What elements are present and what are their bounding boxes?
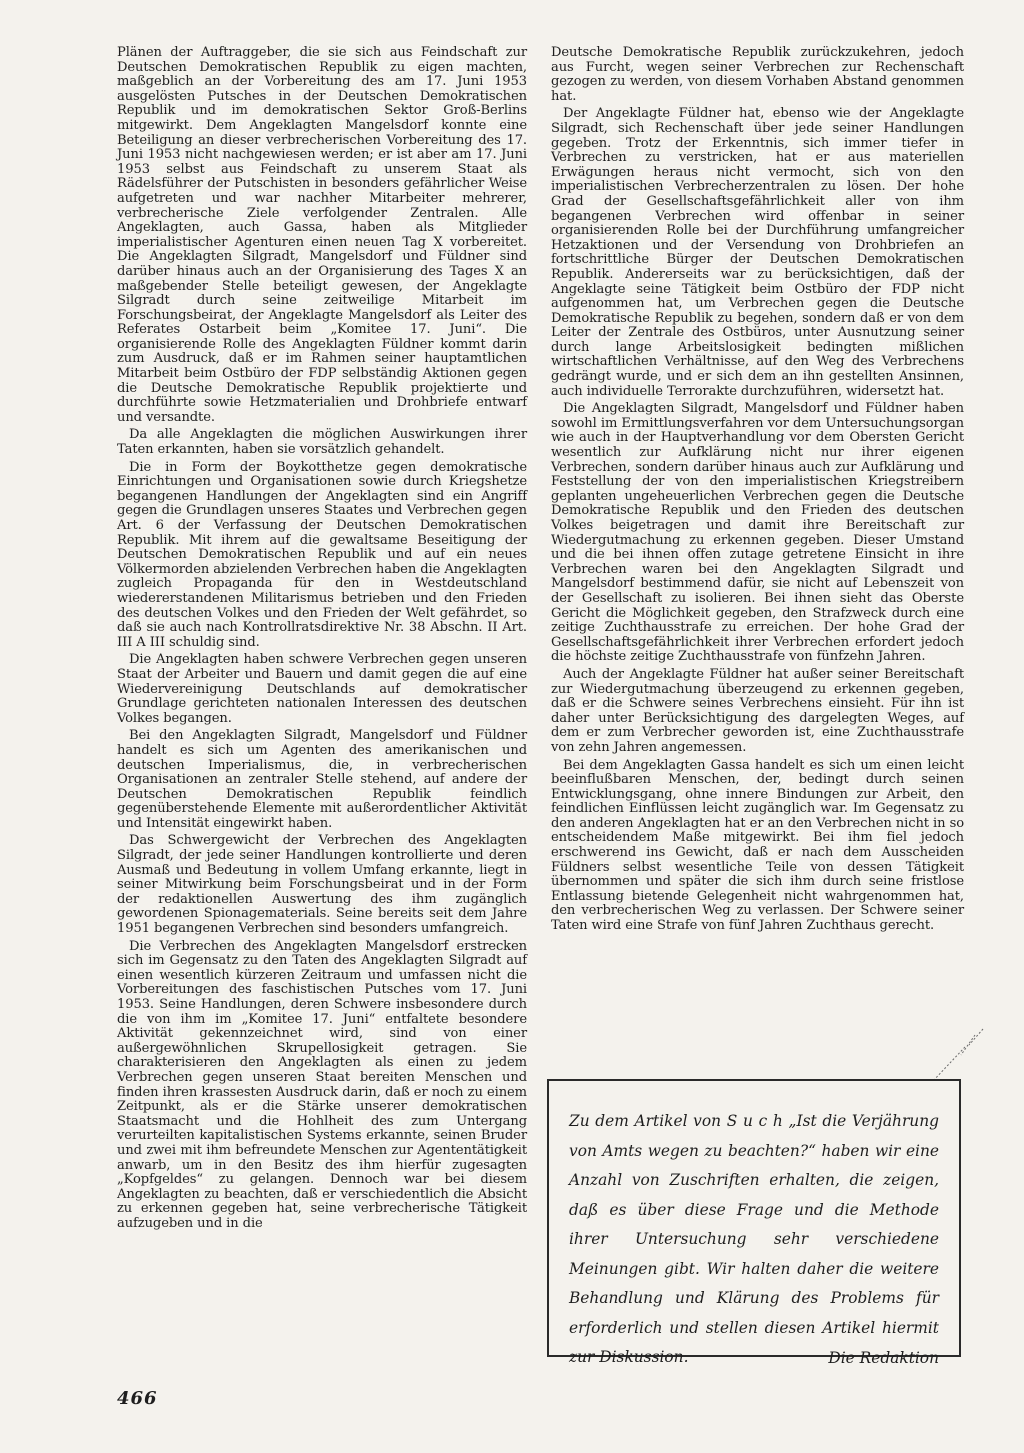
- paragraph: Die Verbrechen des Angeklagten Mangelsdorf erstrecken sich im Gegensatz zu den Taten des Angeklagten Silgradt auf einen wesentlich kürzeren Zeitraum und umfassen nicht die Vorbereitungen des faschistischen Putsches vom 17. Juni 1953. Seine Handlungen, deren Schwere insbesondere durch die von ihm im „Komitee 17. Juni“ entfaltete besondere Aktivität gekennzeichnet wird, sind von einer außergewöhnlichen Skrupellosigkeit getragen. Sie charakterisieren den Angeklagten als einen zu jedem Verbrechen gegen unseren Staat bereiten Menschen und finden ihren krassesten Ausdruck darin, daß er noch zu einem Zeitpunkt, als er die Stärke unserer demokratischen Staatsmacht und die Hohlheit des zum Untergang verurteilten kapitalistischen Systems erkannte, seinen Bruder und zwei mit ihm befreundete Menschen zur Agententätigkeit anwarb, um in den Besitz des ihm hierfür zugesagten „Kopfgeldes“ zu gelangen. Dennoch war bei diesem Angeklagten zu beachten, daß er verschiedentlich die Absicht zu erkennen gegeben hat, seine verbrecherische Tätigkeit aufzugeben und in die: [117, 938, 527, 1231]
- paragraph: Der Angeklagte Füldner hat, ebenso wie der Angeklagte Silgradt, sich Rechenschaft über jede seiner Handlungen gegeben. Trotz der Erkenntnis, sich immer tiefer in Verbrechen zu verstricken, hat er aus materiellen Erwägungen heraus nicht vermocht, sich von den imperialistischen Verbrecherzentralen zu lösen. Der hohe Grad der Gesellschaftsgefährlichkeit aller von ihm begangenen Verbrechen wird offenbar in seiner organisierenden Rolle bei der Durchführung umfangreicher Hetzaktionen und der Versendung von Drohbriefen an fortschrittliche Bürger der Deutschen Demokratischen Republik. Andererseits war zu berücksichtigen, daß der Angeklagte seine Tätigkeit beim Ostbüro der FDP nicht aufgenommen hat, um Verbrechen gegen die Deutsche Demokratische Republik zu begehen, sondern daß er von dem Leiter der Zentrale des Ostbüros, unter Ausnutzung seiner durch lange Arbeitslosigkeit bedingten mißlichen wirtschaftlichen Verhältnisse, auf den Weg des Verbrechens gedrängt wurde, und er sich dem an ihn gestellten Ansinnen, auch individuelle Terrorakte durchzuführen, widersetzt hat.: [551, 106, 964, 399]
- left-column: [117, 46, 527, 1235]
- notice-signature: Die Redaktion: [828, 1348, 939, 1367]
- paragraph: Die Angeklagten haben schwere Verbrechen gegen unseren Staat der Arbeiter und Bauern und damit gegen die auf eine Wiedervereinigung Deutschlands auf demokratischer Grundlage gerichteten nationalen Interessen des deutschen Volkes begangen.: [117, 652, 527, 726]
- paragraph: Deutsche Demokratische Republik zurückzukehren, jedoch aus Furcht, wegen seiner Verbrechen zur Rechenschaft gezogen zu werden, von diesem Vorhaben Abstand genommen hat.: [551, 45, 964, 104]
- paragraph: Die Angeklagten Silgradt, Mangelsdorf und Füldner haben sowohl im Ermittlungsverfahren vor dem Untersuchungsorgan wie auch in der Hauptverhandlung vor dem Obersten Gericht wesentlich zur Aufklärung nicht nur ihrer eigenen Verbrechen, sondern darüber hinaus auch zur Aufklärung und Feststellung der von den imperialistischen Kriegstreibern geplanten ungeheuerlichen Verbrechen gegen die Deutsche Demokratische Republik und den Frieden des deutschen Volkes beigetragen und damit ihre Bereitschaft zur Wiedergutmachung zu erkennen gegeben. Dieser Umstand und die bei ihnen offen zutage getretene Einsicht in ihre Verbrechen waren bei den Angeklagten Silgradt und Mangelsdorf bestimmend dafür, sie nicht auf Lebenszeit von der Gesellschaft zu isolieren. Bei ihnen sieht das Oberste Gericht die Möglichkeit gegeben, den Strafzweck durch eine zeitige Zuchthausstrafe zu erreichen. Der hohe Grad der Gesellschaftsgefährlichkeit ihrer Verbrechen erfordert jedoch die höchste zeitige Zuchthausstrafe von fünfzehn Jahren.: [551, 401, 964, 665]
- paragraph: Da alle Angeklagten die möglichen Auswirkungen ihrer Taten erkannten, haben sie vorsätzlich gehandelt.: [117, 427, 527, 458]
- editorial-notice-box: [547, 1079, 961, 1367]
- paragraph: Das Schwergewicht der Verbrechen des Angeklagten Silgradt, der jede seiner Handlungen kontrollierte und deren Ausmaß und Bedeutung in vollem Umfang erkannte, liegt in seiner Mitwirkung beim Forschungsbeirat und in der Form der redaktionellen Auswertung des ihm zugänglich gewordenen Spionagematerials. Seine bereits seit dem Jahre 1951 begangenen Verbrechen sind besonders umfangreich.: [117, 833, 527, 937]
- paragraph: Bei den Angeklagten Silgradt, Mangelsdorf und Füldner handelt es sich um Agenten des amerikanischen und deutschen Imperialismus, die, in verbrecherischen Organisationen an zentraler Stelle stehend, auf andere der Deutschen Demokratischen Republik feindlich gegenüberstehende Elemente mit außerordentlicher Aktivität und Intensität eingewirkt haben.: [117, 728, 527, 831]
- paragraph: Die in Form der Boykotthetze gegen demokratische Einrichtungen und Organisationen sowie durch Kriegshetze begangenen Handlungen der Angeklagten sind ein Angriff gegen die Grundlagen unseres Staates und Verbrechen gegen Art. 6 der Verfassung der Deutschen Demokratischen Republik. Mit ihrem auf die gewaltsame Beseitigung der Deutschen Demokratischen Republik und auf ein neues Völkermorden abzielenden Verbrechen haben die Angeklagten zugleich Propaganda für den in Westdeutschland wiedererstandenen Militarismus betrieben und den Frieden des deutschen Volkes und den Frieden der Welt gefährdet, so daß sie auch nach Kontrollratsdirektive Nr. 38 Abschn. II Art. III A III schuldig sind.: [117, 459, 527, 650]
- right-column: [551, 46, 964, 937]
- paragraph: Plänen der Auftraggeber, die sie sich aus Feindschaft zur Deutschen Demokratischen Republik zu eigen machten, maßgeblich an der Vorbereitung des am 17. Juni 1953 ausgelösten Putsches in der Deutschen Demokratischen Republik und im demokratischen Sektor Groß-Berlins mitgewirkt. Dem Angeklagten Mangelsdorf konnte eine Beteiligung an dieser verbrecherischen Vorbereitung des 17. Juni 1953 nicht nachgewiesen werden; er ist aber am 17. Juni 1953 selbst aus Feindschaft zu unserem Staat als Rädelsführer der Putschisten in besonders gefährlicher Weise aufgetreten und war nachher Mitarbeiter mehrerer, verbrecherische Ziele verfolgender Zentralen. Alle Angeklagten, auch Gassa, haben als Mitglieder imperialistischer Agenturen einen neuen Tag X vorbereitet. Die Angeklagten Silgradt, Mangelsdorf und Füldner sind darüber hinaus auch an der Organisierung des Tages X an maßgebender Stelle beteiligt gewesen, der Angeklagte Silgradt durch seine zeitweilige Mitarbeit im Forschungsbeirat, der Angeklagte Mangelsdorf als Leiter des Referates Ostarbeit beim „Komitee 17. Juni“. Die organisierende Rolle des Angeklagten Füldner kommt darin zum Ausdruck, daß er im Rahmen seiner hauptamtlichen Mitarbeit beim Ostbüro der FDP selbständig Aktionen gegen die Deutsche Demokratische Republik projektierte und durchführte sowie Hetzmaterialien und Drohbriefe entwarf und versandte.: [117, 45, 527, 425]
- pencil-mark-icon: [925, 1025, 985, 1085]
- notice-text: Zu dem Artikel von S u c h „Ist die Verjährung von Amts wegen zu beachten?“ haben wir eine Anzahl von Zuschriften erhalten, die zeigen, daß es über diese Frage und die Methode ihrer Untersuchung sehr verschiedene Meinungen gibt. Wir halten daher die weitere Behandlung und Klärung des Problems für erforderlich und stellen diesen Artikel hiermit zur Diskussion.: [569, 1112, 939, 1366]
- paragraph: Auch der Angeklagte Füldner hat außer seiner Bereitschaft zur Wiedergutmachung überzeugend zu erkennen gegeben, daß er die Schwere seines Verbrechens einsieht. Für ihn ist daher unter Berücksichtigung des dargelegten Weges, auf dem er zum Verbrecher geworden ist, eine Zuchthausstrafe von zehn Jahren angemessen.: [551, 666, 964, 755]
- paragraph: Bei dem Angeklagten Gassa handelt es sich um einen leicht beeinflußbaren Menschen, der, bedingt durch seinen Entwicklungsgang, ohne innere Bindungen zur Arbeit, den feindlichen Einflüssen leicht zugänglich war. Im Gegensatz zu den anderen Angeklagten hat er an den Verbrechen nicht in so entscheidendem Maße mitgewirkt. Bei ihm fiel jedoch erschwerend ins Gewicht, daß er nach dem Ausscheiden Füldners selbst wesentliche Teile von dessen Tätigkeit übernommen und später die sich ihm durch seine fristlose Entlassung bietende Gelegenheit nicht wahrgenommen hat, den verbrecherischen Weg zu verlassen. Der Schwere seiner Taten wird eine Strafe von fünf Jahren Zuchthaus gerecht.: [551, 757, 964, 934]
- page-number: 466: [117, 1388, 158, 1409]
